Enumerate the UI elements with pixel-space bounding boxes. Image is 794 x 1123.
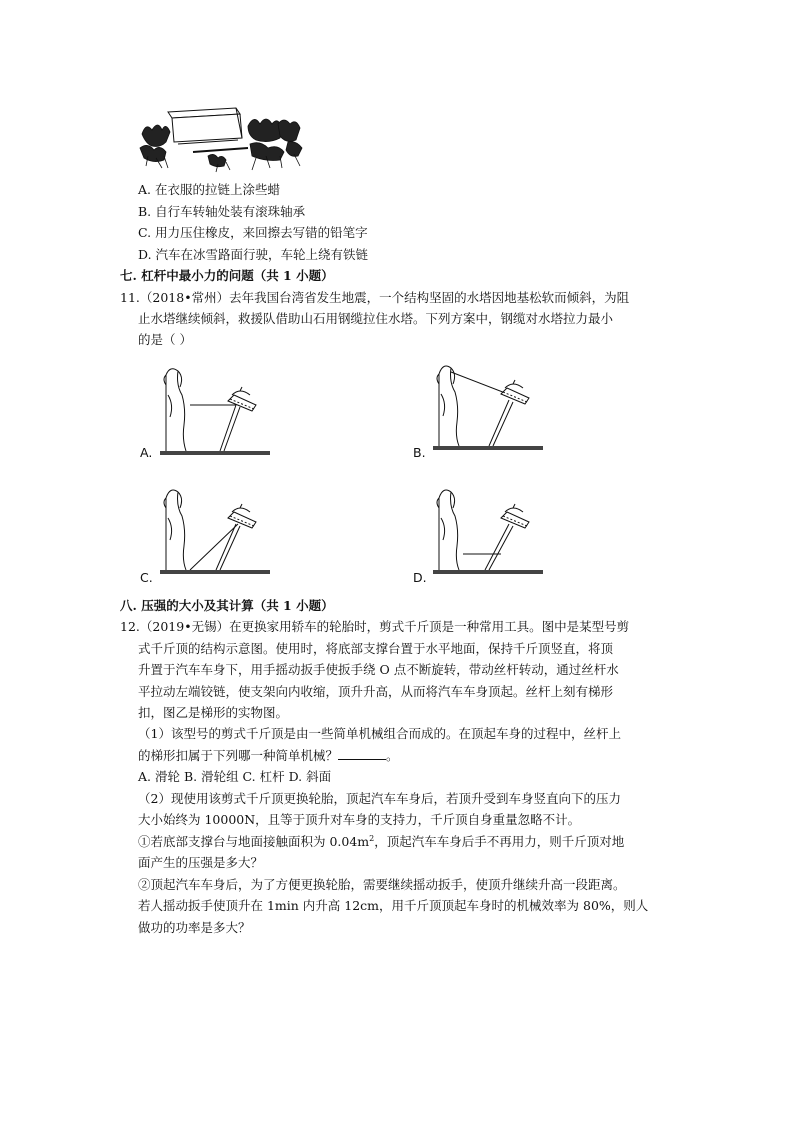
q12-line-3: 升置于汽车车身下，用手摇动扳手使扳手绕 O 点不断旋转，带动丝杆转动，通过丝杆水 [138,662,619,677]
q10-option-b: B. 自行车转轴处装有滚珠轴承 [138,204,306,219]
q12-line-2: 式千斤顶的结构示意图。使用时，将底部支撑台置于水平地面，保持千斤顶竖直，将顶 [138,641,614,656]
q11-line-3: 的是（ ） [138,332,192,347]
q12-part1-end: 。 [386,748,399,763]
q12-sub2-line-1: ②顶起汽车车身后，为了方便更换轮胎，需要继续摇动扳手，使顶升继续升高一段距离。 [138,877,626,892]
q12-sub1-line-2: 面产生的压强是多大？ [138,855,264,870]
q12-part1-choices: A. 滑轮 B. 滑轮组 C. 杠杆 D. 斜面 [138,769,332,784]
section-7-heading: 七. 杠杆中最小力的问题（共 1 小题） [120,268,334,283]
q11-figure-b [433,360,543,455]
q10-option-d: D. 汽车在冰雪路面行驶，车轮上绕有铁链 [138,247,369,262]
q11-line-2: 止水塔继续倾斜，救援队借助山石用钢缆拉住水塔。下列方案中，钢缆对水塔拉力最小 [138,311,614,326]
q12-sub1-text-cont: ，顶起汽车车身后手不再用力，则千斤顶对地 [374,834,625,849]
q11-label-c: C. [140,570,153,585]
q12-sub2-line-3: 做功的功率是多大？ [138,920,251,935]
q11-label-d: D. [413,570,427,585]
q11-figure-a [160,365,270,460]
section-8-heading: 八. 压强的大小及其计算（共 1 小题） [120,598,334,613]
q11-label-b: B. [413,445,426,460]
superscript-2: 2 [369,833,375,843]
q12-sub2-line-2: 若人摇动扳手使顶升在 1min 内升高 12cm，用千斤顶顶起车身时的机械效率为 80%，则人 [138,898,649,913]
q12-line-4: 平拉动左端铰链，使支架向内收缩，顶升升高，从而将汽车车身顶起。丝杆上刻有梯形 [138,684,614,699]
friction-illustration [138,104,318,174]
answer-blank [338,748,386,760]
q11-figure-d [433,484,543,579]
q11-label-a: A. [140,445,153,460]
q12-sub1-text: ①若底部支撑台与地面接触面积为 0.04m [138,834,370,849]
q10-option-a: A. 在衣服的拉链上涂些蜡 [138,182,280,197]
q12-sub1-line-1 [138,834,624,850]
q10-option-c: C. 用力压住橡皮，来回擦去写错的铅笔字 [138,225,368,240]
q12-part2-line-2: 大小始终为 10000N，且等于顶升对车身的支持力，千斤顶自身重量忽略不计。 [138,812,581,827]
q12-part2-line-1: （2）现使用该剪式千斤顶更换轮胎，顶起汽车车身后，若顶升受到车身竖直向下的压力 [138,791,621,806]
q12-part1-question: 的梯形扣属于下列哪一种简单机械？ [138,748,339,763]
q12-line-1: 12.（2019•无锡）在更换家用轿车的轮胎时，剪式千斤顶是一种常用工具。图中是某型号剪 [120,619,630,634]
q12-part1-line-1: （1）该型号的剪式千斤顶是由一些简单机械组合而成的。在顶起车身的过程中，丝杆上 [138,726,621,741]
q12-part1-line-2 [138,748,399,764]
q12-line-5: 扣，图乙是梯形的实物图。 [138,705,289,720]
q11-figure-c [160,484,270,579]
q11-line-1: 11.（2018•常州）去年我国台湾省发生地震，一个结构坚固的水塔因地基松软而倾斜，为阻 [120,290,630,305]
